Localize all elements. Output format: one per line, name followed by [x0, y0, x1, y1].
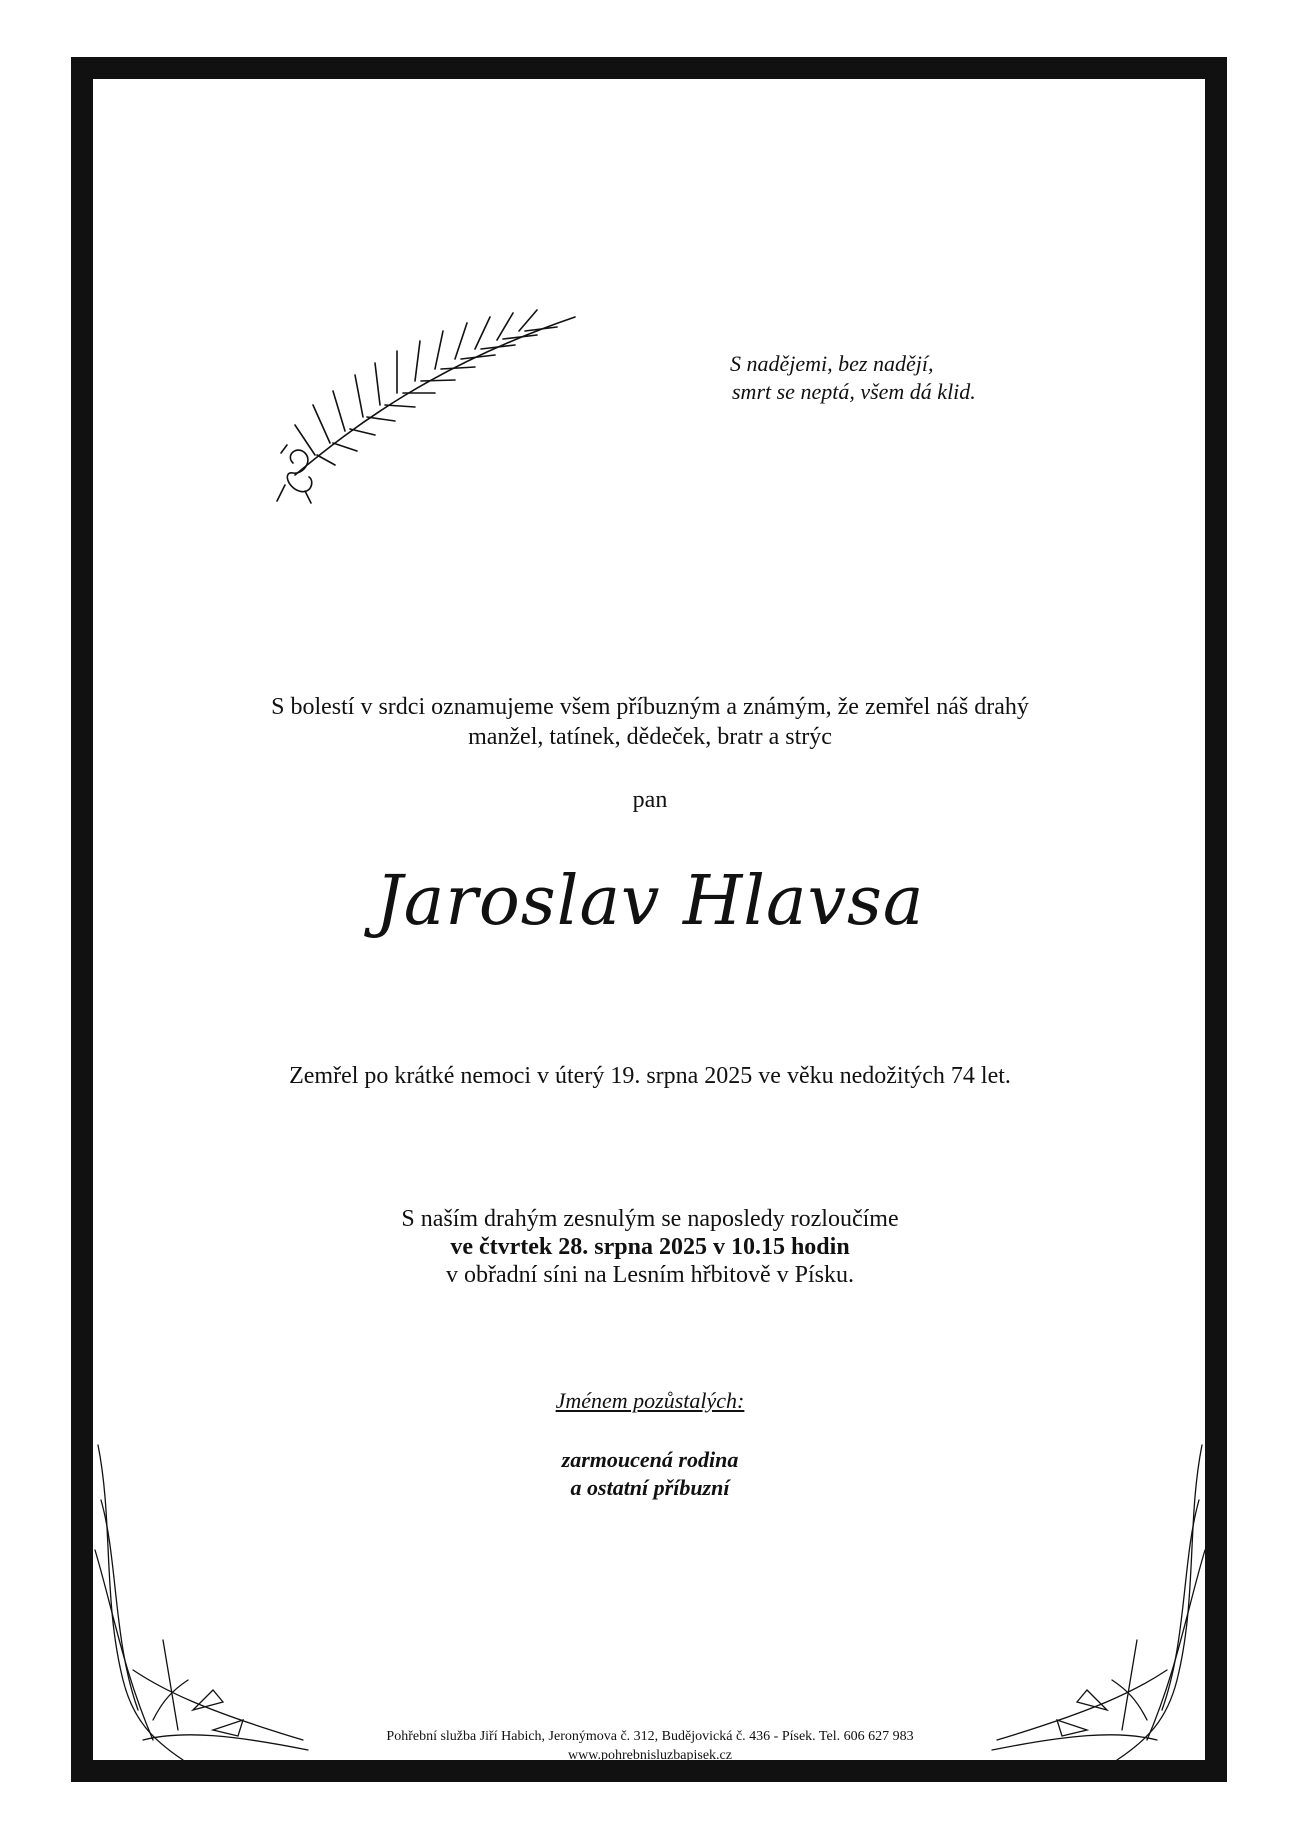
funeral-service-footer — [0, 1727, 1300, 1765]
deceased-name: Jaroslav Hlavsa — [375, 862, 925, 941]
footer-address: Pohřební služba Jiří Habich, Jeronýmova č. 312, Budějovická č. 436 - Písek. Tel. 606 627 983 — [386, 1729, 914, 1744]
family-signature — [0, 1446, 1300, 1502]
title-pan: pan — [632, 787, 668, 813]
footer-website: www.pohrebnisluzbapisek.cz — [568, 1748, 732, 1763]
family-line-1: zarmoucená rodina — [561, 1447, 739, 1472]
death-notice: Zemřel po krátké nemoci v úterý 19. srpna 2025 ve věku nedožitých 74 let. — [289, 1063, 1011, 1089]
farewell-line-1: S naším drahým zesnulým se naposledy rozloučíme — [401, 1206, 899, 1232]
palm-branch-icon — [275, 305, 595, 505]
farewell-date-time: ve čtvrtek 28. srpna 2025 v 10.15 hodin — [450, 1234, 850, 1260]
family-line-2: a ostatní příbuzní — [570, 1475, 730, 1500]
motto-verse — [730, 350, 976, 406]
farewell-info — [0, 1205, 1300, 1289]
farewell-place: v obřadní síni na Lesním hřbitově v Písku. — [446, 1262, 854, 1288]
motto-line-1: S nadějemi, bez nadějí, — [730, 351, 934, 376]
motto-line-2: smrt se neptá, všem dá klid. — [732, 379, 976, 404]
announcement-line-2: manžel, tatínek, dědeček, bratr a strýc — [468, 724, 832, 750]
announcement — [0, 692, 1300, 752]
announcement-line-1: S bolestí v srdci oznamujeme všem příbuzným a známým, že zemřel náš drahý — [271, 694, 1029, 720]
on-behalf-heading: Jménem pozůstalých: — [555, 1388, 745, 1413]
